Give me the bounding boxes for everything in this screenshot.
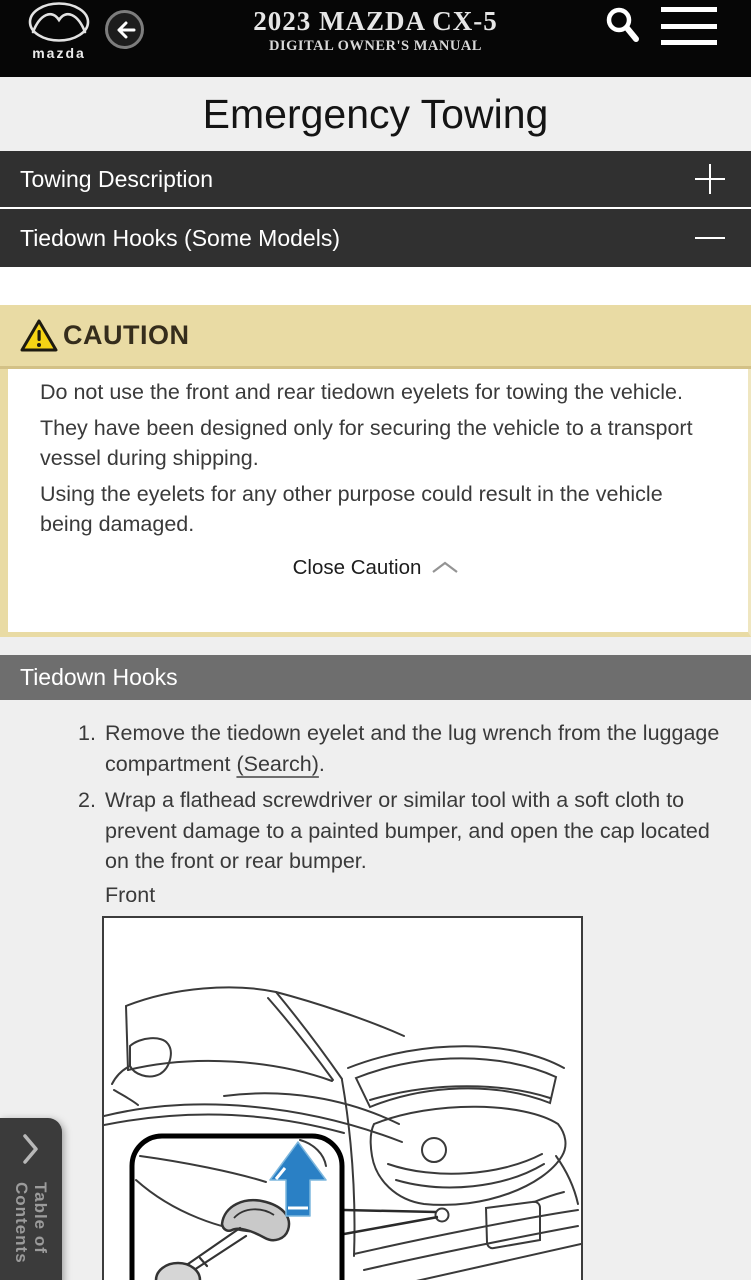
toc-label-line: Table of <box>31 1182 50 1254</box>
close-caution-label: Close Caution <box>292 555 422 579</box>
section-header <box>0 655 751 700</box>
mazda-wordmark: mazda <box>32 45 86 61</box>
step-text: Wrap a flathead screwdriver or similar tool with a soft cloth to prevent damage to a painted bumper, and open the cap located on the front or rear bumper. <box>105 788 710 873</box>
list-item <box>78 785 721 877</box>
accordion-tiedown-hooks[interactable] <box>0 209 751 267</box>
step-list <box>78 718 721 877</box>
plus-icon <box>693 162 727 196</box>
toc-tab-label <box>12 1182 50 1264</box>
spacer <box>0 267 751 305</box>
vehicle-front-illustration <box>102 916 583 1280</box>
search-link[interactable]: (Search) <box>236 751 319 776</box>
step-text-part: . <box>318 751 325 776</box>
chevron-up-icon <box>431 561 459 574</box>
manual-title: 2023 MAZDA CX-5 <box>253 6 498 36</box>
menu-button[interactable] <box>661 7 717 45</box>
app-header <box>0 0 751 77</box>
accordion-towing-description[interactable] <box>0 151 751 207</box>
step-text-part: Remove the tiedown eyelet and the lug wrench from the luggage compartment <box>105 721 720 776</box>
search-button[interactable] <box>601 3 643 45</box>
page-title: Emergency Towing <box>202 90 549 137</box>
accordion-list <box>0 151 751 267</box>
caution-label: CAUTION <box>63 320 190 350</box>
caution-paragraph: They have been designed only for securing the vehicle to a transport vessel during shipping. <box>40 415 693 470</box>
section-content <box>0 637 751 1280</box>
caution-paragraph: Using the eyelets for any other purpose could result in the vehicle being damaged. <box>40 481 663 536</box>
accordion-label: Towing Description <box>20 165 214 192</box>
step-number: 2. <box>78 788 96 812</box>
chevron-right-icon <box>23 1134 39 1164</box>
caution-paragraph: Do not use the front and rear tiedown eyelets for towing the vehicle. <box>40 380 683 404</box>
hamburger-icon <box>661 24 717 29</box>
toc-label-line: Contents <box>12 1182 31 1264</box>
close-caution-button[interactable] <box>40 556 712 580</box>
accordion-label: Tiedown Hooks (Some Models) <box>20 224 340 251</box>
table-of-contents-tab[interactable] <box>0 1118 62 1280</box>
caution-body <box>0 369 751 637</box>
warning-triangle-icon <box>20 319 58 353</box>
caution-header <box>0 305 751 369</box>
hamburger-icon <box>661 7 717 12</box>
page-title-band <box>0 77 751 151</box>
section-title: Tiedown Hooks <box>20 664 178 690</box>
step-text <box>105 718 721 779</box>
manual-subtitle: DIGITAL OWNER'S MANUAL <box>269 38 482 54</box>
figure-label: Front <box>105 882 156 907</box>
search-icon <box>601 3 643 45</box>
step-number: 1. <box>78 721 96 745</box>
list-item <box>78 718 721 779</box>
hamburger-icon <box>661 40 717 45</box>
minus-icon <box>693 221 727 255</box>
